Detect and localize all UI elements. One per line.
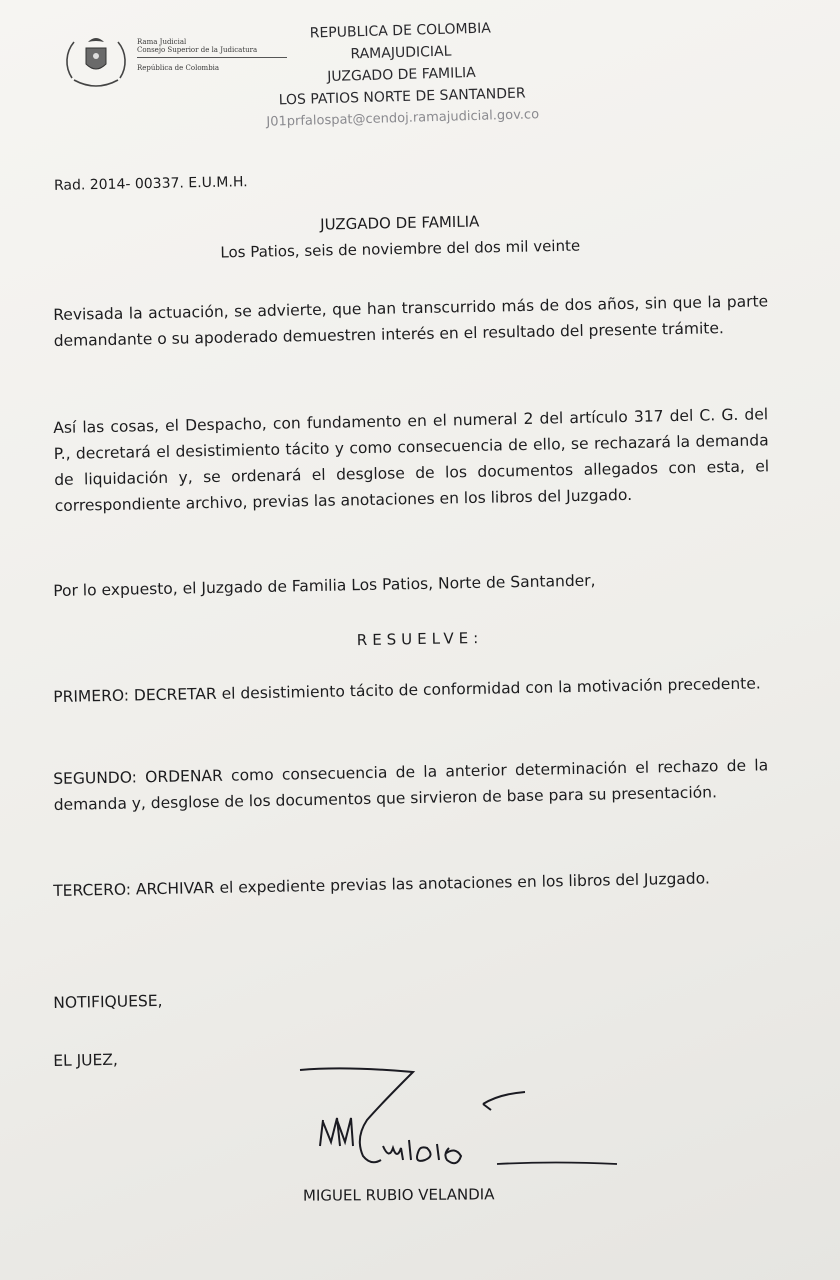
case-number: Rad. 2014- 00337. E.U.M.H. <box>53 174 248 194</box>
paragraph-1: Revisada la actuación, se advierte, que han transcurrido más de dos años, sin que la parte demandante o su apoderado demuestren interés en el resultado del presente trámite. <box>53 292 769 350</box>
logo-line1: Rama Judicial <box>137 38 187 46</box>
resuelve-heading: RESUELVE: <box>356 628 484 650</box>
header-location: LOS PATIOS NORTE DE SANTANDER <box>278 85 526 109</box>
logo-line3: República de Colombia <box>137 64 220 72</box>
notify-text: NOTIFIQUESE, <box>53 991 163 1012</box>
paragraph-3: Por lo expuesto, el Juzgado de Familia Los Patios, Norte de Santander, <box>53 571 596 600</box>
header-branch: RAMAJUDICIAL <box>350 43 452 63</box>
coat-of-arms-logo <box>62 28 130 90</box>
judge-label: EL JUEZ, <box>53 1050 119 1070</box>
paragraph-2: Así las cosas, el Despacho, con fundamento en el numeral 2 del artículo 317 del C. G. del P., decretará el desistimiento tácito y como consecuencia de ello, se rechazará la demanda de liquidación y, se ordenará el desglose de los documentos allegados con esta, el correspondiente archivo, previas las anotaciones en los libros del Juzgado. <box>53 405 770 515</box>
header-email: J01prfalospat@cendoj.ramajudicial.gov.co <box>266 107 540 130</box>
court-title: JUZGADO DE FAMILIA <box>320 212 480 234</box>
resolution-segundo: SEGUNDO: ORDENAR como consecuencia de la anterior determinación el rechazo de la demanda y, desglose de los documentos que sirvieron de base para su presentación. <box>53 756 769 814</box>
letterhead <box>240 16 563 135</box>
handwritten-signature <box>285 1060 625 1190</box>
resolution-primero: PRIMERO: DECRETAR el desistimiento tácito de conformidad con la motivación precedente. <box>53 674 761 706</box>
header-court: JUZGADO DE FAMILIA <box>327 64 476 86</box>
document-title <box>150 205 651 267</box>
resolution-tercero: TERCERO: ARCHIVAR el expediente previas las anotaciones en los libros del Juzgado. <box>53 869 710 900</box>
document-date: Los Patios, seis de noviembre del dos mil veinte <box>220 236 581 262</box>
judge-name: MIGUEL RUBIO VELANDIA <box>302 1185 495 1205</box>
header-country: REPUBLICA DE COLOMBIA <box>309 20 492 42</box>
logo-line2: Consejo Superior de la Judicatura <box>137 46 258 54</box>
